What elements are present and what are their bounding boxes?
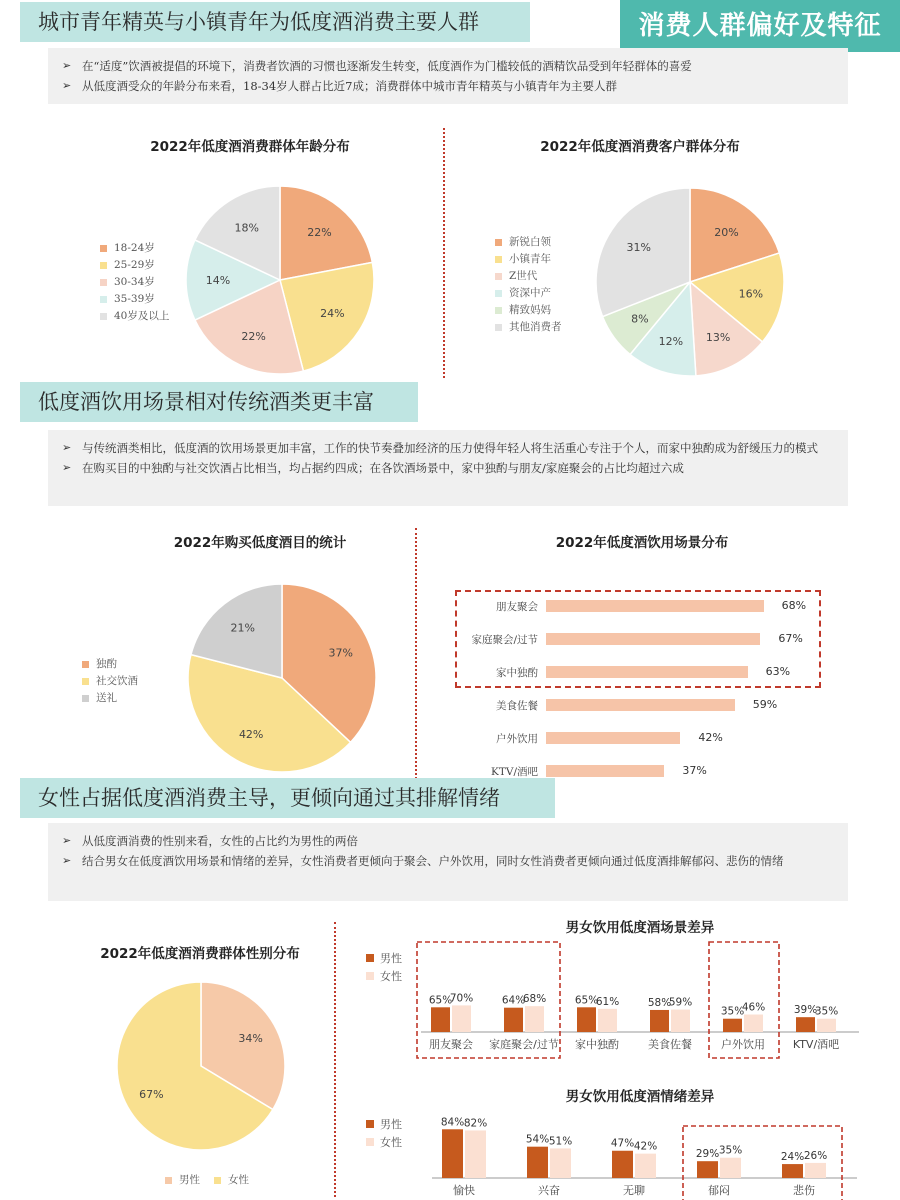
legend-label: 送礼 [96,692,117,704]
bar [598,1009,617,1032]
bar [720,1158,741,1178]
legend-item [495,234,562,251]
legend-label: 18-24岁 [114,242,155,254]
legend-swatch [495,239,502,246]
legend-label: 新锐白领 [509,236,551,248]
page-badge: 消费人群偏好及特征 [620,0,900,52]
bar [504,1008,523,1032]
bullet: ➢ 在“适度”饮酒被提倡的环境下，消费者饮酒的习惯也逐渐发生转变，低度酒作为门槛较低的酒精饮品受到年轻群体的喜爱 [62,56,834,76]
section-bullets-1 [48,48,848,104]
chart-title-gender-emotion: 男女饮用低度酒情绪差异 [565,1089,715,1105]
pie-chart-customer [590,182,790,382]
bar [452,1005,471,1032]
bar [546,699,735,711]
bar-value-label: 51% [548,1135,573,1148]
legend-swatch [495,273,502,280]
bar-value-label: 35% [718,1144,743,1157]
legend-purpose [82,656,138,707]
legend-label: 女性 [380,1136,402,1149]
legend-swatch [495,290,502,297]
pie-chart-age [180,180,380,380]
bullet: ➢ 从低度酒受众的年龄分布来看，18-34岁人群占比近7成；消费群体中城市青年精英与小镇青年为主要人群 [62,76,834,96]
bar-category-label: 户外饮用 [721,1038,765,1051]
legend-swatch [100,262,107,269]
bar-category-label: KTV/酒吧 [792,1038,840,1051]
pie-value-label: 21% [230,621,256,635]
legend-swatch [214,1177,221,1184]
pie-value-label: 20% [714,225,739,239]
bar-category-label: 美食佐餐 [496,700,538,712]
legend-swatch [366,1138,374,1146]
bar [527,1147,548,1178]
legend-label: 独酌 [96,658,117,670]
legend-swatch [495,307,502,314]
bar-category-label: 悲伤 [793,1184,815,1197]
pie-value-label: 18% [234,221,260,235]
highlight-box [455,590,821,688]
bar-category-label: 家中独酌 [496,667,538,679]
bar-category-label: 户外饮用 [496,733,538,745]
bar-category-label: KTV/酒吧 [491,766,538,778]
bar-value-label: 63% [765,665,791,678]
pie-value-label: 14% [205,274,231,287]
bar [546,732,680,744]
legend-swatch [165,1177,172,1184]
legend-item [82,673,138,690]
bar-value-label: 46% [741,1001,766,1014]
bar [635,1154,656,1178]
bar-value-label: 59% [668,996,693,1009]
bullet: ➢ 结合男女在低度酒饮用场景和情绪的差异，女性消费者更倾向于聚会、户外饮用，同时女性消费者更倾向通过低度酒排解郁闷、悲伤的情绪 [62,851,834,871]
chart-title-age: 2022年低度酒消费群体年龄分布 [150,139,350,155]
legend-label: 男性 [179,1174,200,1186]
bar [782,1164,803,1178]
bar [744,1015,763,1032]
legend-label: 35-39岁 [114,293,155,305]
divider [415,528,417,783]
chart-title-gender: 2022年低度酒消费群体性别分布 [100,946,300,962]
legend-label: 资深中产 [509,287,551,299]
bar-value-label: 65% [574,994,599,1007]
bar-chart-gender-scene [360,940,880,1060]
bar-category-label: 郁闷 [708,1184,730,1197]
divider [334,922,336,1197]
bar-value-label: 58% [647,996,672,1009]
pie-value-label: 13% [705,331,731,345]
legend-swatch [82,661,89,668]
bar-value-label: 26% [803,1149,828,1162]
legend-label: 精致妈妈 [509,304,551,316]
bar-value-label: 42% [633,1140,658,1153]
bar [577,1007,596,1032]
legend-item [214,1172,249,1189]
legend-age [100,240,169,325]
pie-value-label: 42% [238,728,264,742]
bar [697,1161,718,1178]
divider [443,128,445,378]
bar-category-label: 愉快 [453,1184,475,1197]
bar [612,1151,633,1178]
bar-value-label: 37% [682,764,707,777]
bar-category-label: 朋友聚会 [429,1038,473,1051]
bar [723,1019,742,1032]
bar [671,1010,690,1032]
legend-swatch [100,279,107,286]
legend-label: 女性 [228,1174,249,1186]
legend-gender [165,1172,263,1189]
section-title-1: 城市青年精英与小镇青年为低度酒消费主要人群 [20,2,530,42]
legend-customer [495,234,562,336]
pie-chart-purpose [182,578,382,778]
pie-value-label: 67% [139,1087,164,1101]
legend-item [495,302,562,319]
bar-category-label: 家庭聚会/过节 [489,1038,559,1051]
legend-item [495,285,562,302]
legend-label: 女性 [380,970,402,983]
legend-item [82,656,138,673]
legend-label: 社交饮酒 [96,675,138,687]
bar-value-label: 39% [793,1004,818,1017]
bar [525,1006,544,1032]
bar-value-label: 82% [463,1117,488,1130]
legend-item [165,1172,200,1189]
legend-label: 男性 [380,1118,402,1131]
bar-value-label: 29% [695,1148,720,1161]
chart-title-purpose: 2022年购买低度酒目的统计 [173,535,347,551]
bar-category-label: 兴奋 [538,1184,560,1197]
pie-value-label: 22% [241,330,266,344]
legend-label: 40岁及以上 [114,310,170,322]
bar [550,1148,571,1178]
section-bullets-3 [48,823,848,901]
legend-item [100,240,169,257]
bar-value-label: 70% [449,992,474,1005]
section-bullets-2 [48,430,848,506]
bar-value-label: 67% [778,632,803,645]
pie-value-label: 37% [328,646,353,660]
bullet: ➢ 在购买目的中独酌与社交饮酒占比相当，均占据约四成；在各饮酒场景中，家中独酌与朋友/家庭聚会的占比均超过六成 [62,458,834,478]
chart-title-gender-scene: 男女饮用低度酒场景差异 [565,920,715,936]
bar-value-label: 24% [780,1151,805,1164]
bar-value-label: 42% [698,731,723,744]
bar [546,765,664,777]
legend-swatch [495,256,502,263]
bar-value-label: 64% [501,994,526,1007]
bar-value-label: 47% [610,1137,635,1150]
pie-chart-gender [115,980,287,1152]
legend-item [495,268,562,285]
legend-label: 男性 [380,952,402,965]
bar-value-label: 68% [522,993,547,1006]
bar-category-label: 无聊 [623,1184,645,1197]
legend-label: 30-34岁 [114,276,155,288]
legend-swatch [82,695,89,702]
bar-category-label: 家庭聚会/过节 [471,634,538,646]
bar-value-label: 59% [752,698,778,711]
bar [805,1163,826,1178]
pie-value-label: 8% [631,312,649,326]
chart-title-customer: 2022年低度酒消费客户群体分布 [540,139,740,155]
bar-value-label: 84% [440,1116,465,1129]
legend-swatch [100,296,107,303]
pie-value-label: 31% [626,241,651,255]
pie-value-label: 22% [307,226,332,240]
bar-value-label: 54% [525,1133,550,1146]
bar [442,1129,463,1178]
legend-item [495,319,562,336]
bar-value-label: 35% [814,1005,839,1018]
legend-swatch [366,972,374,980]
legend-swatch [100,313,107,320]
legend-item [100,291,169,308]
bar-value-label: 65% [428,994,453,1007]
pie-value-label: 34% [238,1032,263,1046]
bar-category-label: 美食佐餐 [648,1038,692,1051]
bar-value-label: 68% [781,599,807,612]
legend-label: 25-29岁 [114,259,155,271]
chart-title-scene: 2022年低度酒饮用场景分布 [555,535,729,551]
bullet: ➢ 从低度酒消费的性别来看，女性的占比约为男性的两倍 [62,831,834,851]
legend-item [100,308,169,325]
bar [817,1019,836,1032]
pie-value-label: 24% [320,307,345,321]
bar-value-label: 35% [720,1005,745,1018]
bullet: ➢ 与传统酒类相比，低度酒的饮用场景更加丰富，工作的快节奏叠加经济的压力使得年轻人将生活重心专注于个人，而家中独酌成为舒缓压力的模式 [62,438,834,458]
legend-swatch [495,324,502,331]
pie-value-label: 12% [658,334,684,348]
bar [796,1017,815,1032]
legend-item [82,690,138,707]
legend-swatch [366,954,374,962]
pie-value-label: 16% [738,287,764,301]
bar-chart-gender-emotion [360,1110,880,1200]
bar [431,1007,450,1032]
bar [465,1130,486,1178]
section-title-2: 低度酒饮用场景相对传统酒类更丰富 [20,382,418,422]
legend-item [100,274,169,291]
legend-swatch [100,245,107,252]
legend-swatch [366,1120,374,1128]
bar [650,1010,669,1032]
bar-category-label: 家中独酌 [575,1038,619,1051]
legend-swatch [82,678,89,685]
legend-label: 小镇青年 [509,253,551,265]
legend-label: Z世代 [509,270,538,282]
section-title-3: 女性占据低度酒消费主导，更倾向通过其排解情绪 [20,778,555,818]
bar-value-label: 61% [595,995,620,1008]
legend-item [100,257,169,274]
legend-item [495,251,562,268]
legend-label: 其他消费者 [509,321,562,333]
bar-category-label: 朋友聚会 [496,601,538,613]
